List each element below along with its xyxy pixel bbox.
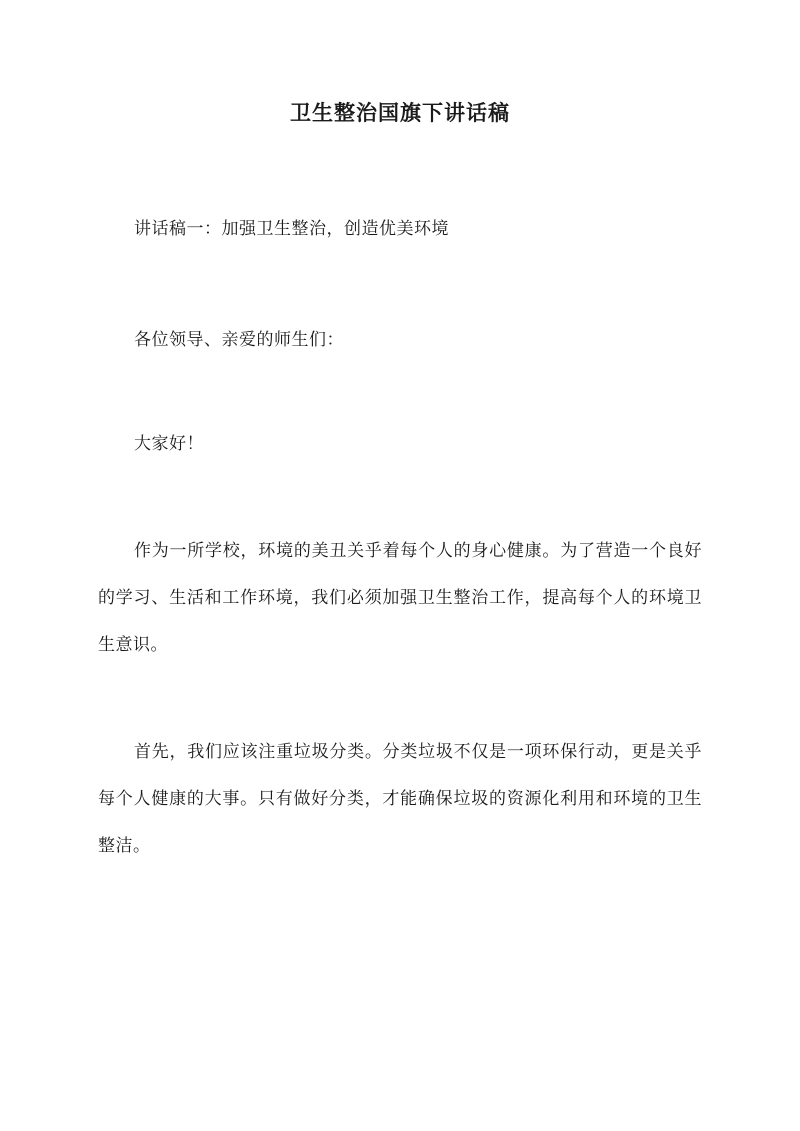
intro-paragraph: 作为一所学校，环境的美丑关乎着每个人的身心健康。为了营造一个良好的学习、生活和工作环境，我们必须加强卫生整治工作，提高每个人的环境卫生意识。: [98, 541, 702, 655]
speech-subtitle: 讲话稿一：加强卫生整治，创造优美环境: [134, 219, 449, 239]
document-title: 卫生整治国旗下讲话稿: [290, 100, 510, 125]
first-point-paragraph: 首先，我们应该注重垃圾分类。分类垃圾不仅是一项环保行动，更是关乎每个人健康的大事。只有做好分类，才能确保垃圾的资源化利用和环境的卫生整洁。: [98, 742, 702, 856]
greeting-paragraph: 各位领导、亲爱的师生们：: [134, 330, 344, 350]
hello-paragraph: 大家好！: [134, 434, 204, 454]
